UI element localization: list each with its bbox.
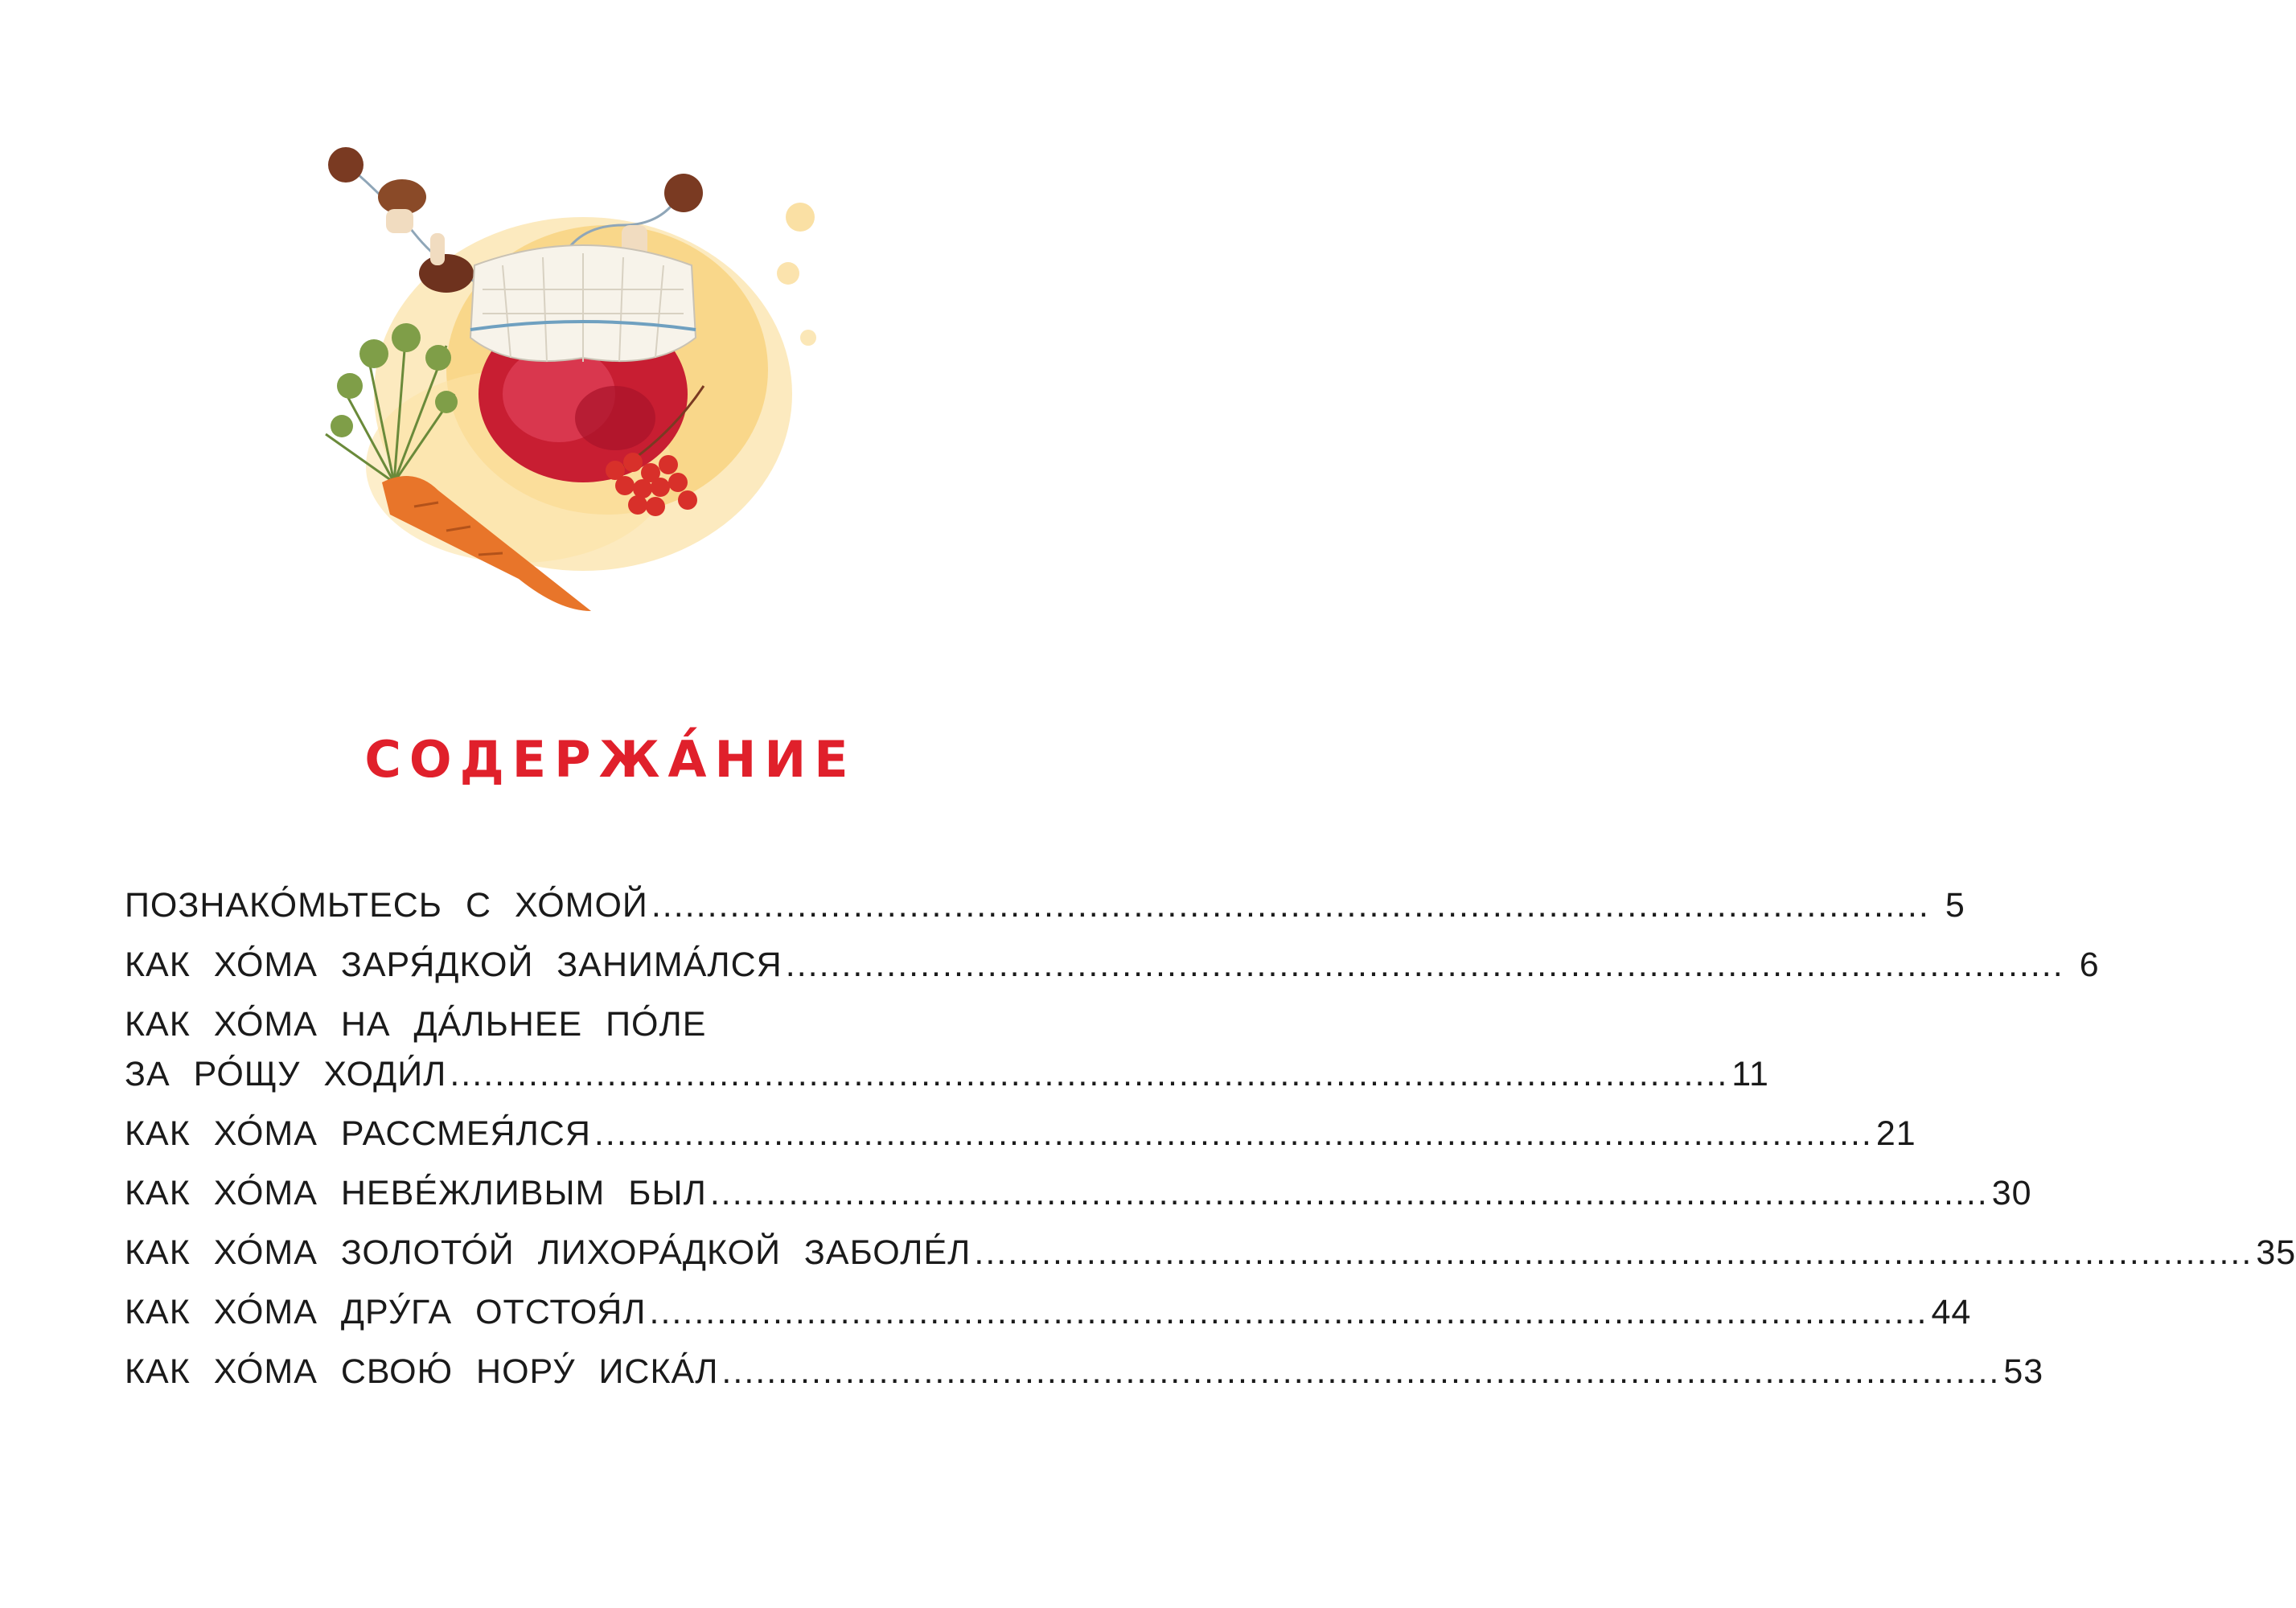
toc-list: [125, 880, 2296, 1406]
toc-entry[interactable]: [125, 1347, 2044, 1397]
toc-leader-dots: ..................................................................................................................: [450, 1055, 1729, 1093]
toc-entry-page: 44: [1931, 1293, 1972, 1331]
toc-entry-page: 6: [2079, 946, 2100, 984]
toc-entry[interactable]: [125, 1287, 1972, 1337]
toc-entry-title: КАК ХО́МА СВОЮ́ НОРУ́ ИСКА́Л: [125, 1352, 719, 1391]
toc-entry-title: КАК ХО́МА ДРУ́ГА ОТСТОЯ́Л: [125, 1293, 647, 1331]
toc-entry[interactable]: [125, 1228, 2296, 1278]
toc-entry-title: КАК ХО́МА ЗАРЯ́ДКОЙ ЗАНИМА́ЛСЯ: [125, 946, 782, 984]
toc-entry-page: 21: [1875, 1114, 1916, 1153]
toc-leader-dots: ..................................................................................................................: [594, 1114, 1873, 1153]
toc-leader-dots: ..................................................................................................................: [974, 1233, 2253, 1272]
toc-entry-title-line1: КАК ХО́МА НА ДА́ЛЬНЕЕ ПО́ЛЕ: [125, 1005, 707, 1044]
toc-entry-title: КАК ХО́МА ЗОЛОТО́Й ЛИХОРА́ДКОЙ ЗАБОЛЕ́Л: [125, 1233, 971, 1272]
toc-entry[interactable]: [125, 1168, 2032, 1218]
toc-entry[interactable]: [125, 1109, 1916, 1159]
toc-entry-title: КАК ХО́МА РАССМЕЯ́ЛСЯ: [125, 1114, 591, 1153]
toc-entry[interactable]: [125, 999, 1769, 1099]
toc-entry-page: 30: [1991, 1174, 2032, 1212]
toc-entry-page: 35: [2256, 1233, 2296, 1272]
toc-entry-title: КАК ХО́МА НЕВЕ́ЖЛИВЫМ БЫЛ: [125, 1174, 707, 1212]
toc-entry-page: 11: [1731, 1055, 1769, 1093]
toc-entry-page: 53: [2003, 1352, 2044, 1391]
toc-leader-dots: ..................................................................................................................: [721, 1352, 2001, 1391]
toc-entry-page: 5: [1945, 886, 1965, 925]
toc-leader-dots: ..................................................................................................................: [651, 886, 1930, 925]
toc-entry[interactable]: [125, 940, 2100, 990]
toc-entry-title: ЗА РО́ЩУ ХОДИ́Л: [125, 1055, 447, 1093]
jam-jar-illustration: [318, 129, 848, 627]
toc-heading: СОДЕРЖА́НИЕ: [364, 730, 856, 789]
toc-leader-dots: ..................................................................................................................: [649, 1293, 1928, 1331]
toc-entry-title: ПОЗНАКО́МЬТЕСЬ С ХО́МОЙ: [125, 886, 648, 925]
toc-leader-dots: ..................................................................................................................: [709, 1174, 1989, 1212]
toc-leader-dots: ..................................................................................................................: [785, 946, 2064, 984]
toc-entry[interactable]: [125, 880, 1965, 930]
